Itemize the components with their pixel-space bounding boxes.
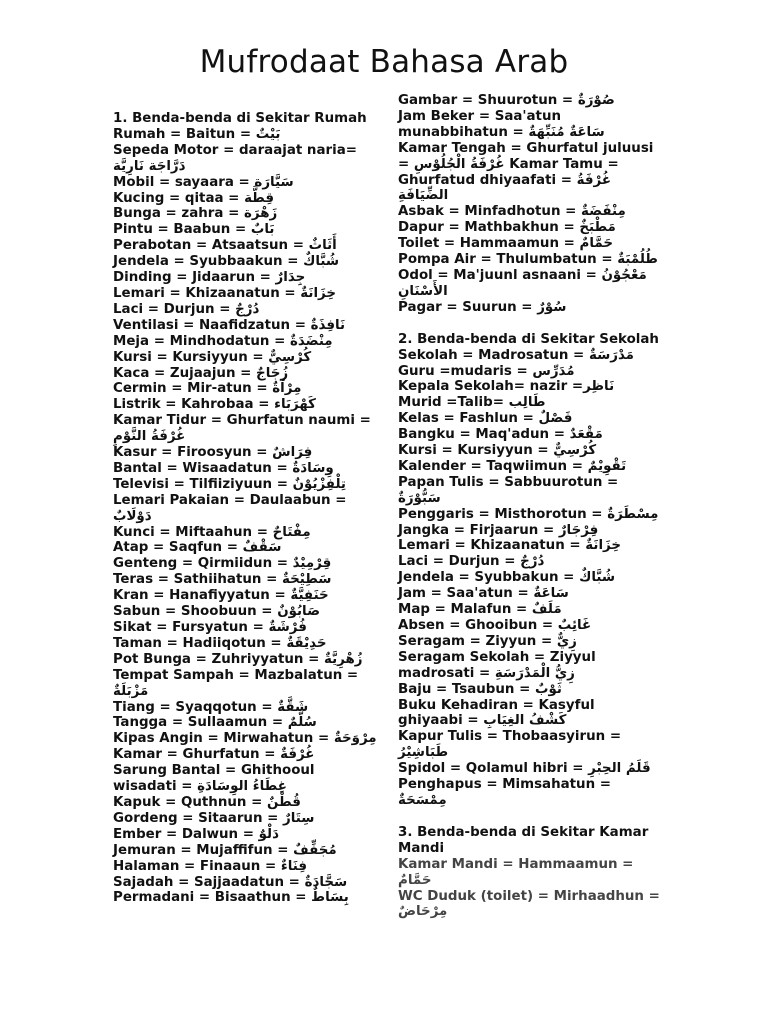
vocab-entry: Permadani = Bisaathun = بِسَاطٌ (113, 890, 349, 906)
vocab-entry: Papan Tulis = Sabbuurotun = سَبُّوْرَةٌ (398, 474, 619, 506)
vocab-entry: Mobil = sayaara = سَيَّارَة (113, 174, 294, 190)
vocab-entry: Televisi = Tilfiiziyuun = تِلْفِزْيُوْنٌ (113, 476, 346, 492)
vocab-entry: Absen = Ghooibun = غَائِبٌ (398, 618, 592, 633)
vocab-entry: Kamar Tidur = Ghurfatun naumi = غُرْفَةُ النَّوْمِ (113, 413, 371, 445)
vocab-entry: Taman = Hadiiqotun = حَدِيْقَةٌ (113, 635, 327, 651)
vocab-entry: Bantal = Wisaadatun = وِسَادَةٌ (113, 460, 334, 476)
vocab-entry: Laci = Durjun = دُرْجٌ (398, 554, 545, 570)
vocab-entry: Halaman = Finaaun = فِنَاءٌ (113, 858, 307, 874)
vocab-entry: Kaca = Zujaajun = زُجَاجٌ (113, 365, 289, 381)
vocab-entry: Penggaris = Misthorotun = مِسْطَرَةٌ (398, 506, 659, 522)
vocab-entry: Pot Bunga = Zuhriyyatun = زُهْرِيَّةٌ (113, 651, 363, 667)
vocab-entry: Kepala Sekolah= nazir =نَاظِر (398, 379, 615, 395)
vocab-entry: Tiang = Syaqqotun = شَقَّةٌ (113, 699, 309, 715)
vocab-entry: Listrik = Kahrobaa = كَهْرَبَاء (113, 397, 316, 413)
vocab-entry: Sekolah = Madrosatun = مَدْرَسَةٌ (398, 347, 634, 363)
vocab-entry: Meja = Mindhodatun = مِنْضَدَةٌ (113, 333, 333, 349)
vocab-entry: Pagar = Suurun = سُوْرٌ (398, 299, 567, 315)
vocab-entry: Kelas = Fashlun = فَصْلٌ (398, 411, 573, 427)
vocab-entry: Kapuk = Quthnun = قُطْنٌ (113, 794, 301, 810)
vocab-entry: Pintu = Baabun = بَابٌ (113, 222, 275, 238)
vocab-entry: Cermin = Mir-atun = مِرْآةٌ (113, 381, 302, 397)
vocab-entry: Kamar = Ghurfatun = غُرْفَةٌ (113, 747, 315, 763)
vocab-entry: Atap = Saqfun = سَقْفٌ (113, 540, 282, 556)
vocab-entry: WC Duduk (toilet) = Mirhaadhun = مِرْحَاضٌ (398, 888, 660, 920)
vocab-entry: Laci = Durjun = دُرْجٌ (113, 301, 260, 317)
vocab-entry: Sajadah = Sajjaadatun = سَجَّادَةٌ (113, 874, 348, 890)
section-heading: 3. Benda-benda di Sekitar Kamar Mandi (398, 824, 649, 856)
section-spacer (398, 809, 660, 825)
vocab-entry: Kursi = Kursiyyun = كُرْسِيٌّ (113, 349, 312, 365)
vocab-entry: Teras = Sathiihatun = سَطِيْحَةٌ (113, 572, 332, 588)
vocab-entry: Rumah = Baitun = بَيْتٌ (113, 126, 281, 142)
vocab-entry: Penghapus = Mimsahatun = مِمْسَحَةٌ (398, 777, 612, 808)
vocab-entry: Lemari = Khizaanatun = خِزَانَةٌ (113, 285, 337, 301)
vocab-entry: Dapur = Mathbakhun = مَطْبَخٌ (398, 220, 616, 236)
vocab-entry: Gordeng = Sitaarun = سِتَارٌ (113, 810, 315, 826)
vocab-entry: Odol = Ma'juunl asnaani = مَعْجُوْنُ الأَسْنَانِ (398, 267, 647, 299)
left-column (113, 111, 381, 906)
page-title: Mufrodaat Bahasa Arab (199, 44, 569, 80)
vocab-entry: Buku Kehadiran = Kasyful ghiyaabi = كَشْفُ الغِيَابِ (398, 697, 595, 729)
vocab-entry: Jendela = Syubbaakun = شُبَّاكٌ (113, 254, 340, 270)
vocab-entry: Gambar = Shuurotun = صُوْرَةٌ (398, 93, 615, 108)
vocab-entry: Jam Beker = Saa'atun munabbihatun = سَاعَةٌ مُنَبِّهَةٌ (398, 108, 605, 140)
vocab-entry: Genteng = Qirmiidun = قِرْمِيْدٌ (113, 556, 332, 572)
vocab-entry: Jangka = Firjaarun = فِرْجَارٌ (398, 522, 599, 538)
vocab-entry: Perabotan = Atsaatsun = أَثَاثٌ (113, 238, 337, 254)
vocab-entry: Kran = Hanafiyyatun = حَنَفِيَّةٌ (113, 588, 329, 604)
vocab-entry: Asbak = Minfadhotun = مِنْفَضَةٌ (398, 204, 626, 220)
vocab-entry: Jendela = Syubbakun = شُبَّاكٌ (398, 570, 615, 586)
vocab-entry: Tangga = Sullaamun = سُلَّمٌ (113, 715, 317, 731)
vocab-entry: Kursi = Kursiyyun = كُرْسِيٌّ (398, 443, 597, 459)
vocab-entry: Tempat Sampah = Mazbalatun = مَزْبَلَةٌ (113, 667, 359, 699)
vocab-entry: Ventilasi = Naafidzatun = نَافِذَةٌ (113, 317, 346, 333)
vocab-entry: Ember = Dalwun = دَلْوٌ (113, 826, 279, 842)
vocab-entry: Lemari = Khizaanatun = خِزَانَةٌ (398, 538, 622, 554)
vocab-entry: Lemari Pakaian = Daulaabun = دَوْلَابٌ (113, 492, 347, 524)
vocab-entry: Kamar Mandi = Hammaamun = حَمَّامٌ (398, 856, 634, 888)
vocab-entry: Kamar Tengah = Ghurfatul juluusi = غُرْفَةُ الْجُلُوْسِ Kamar Tamu = Ghurfatud dhiyaafati = غُرْفَةُ الضِّيَافَةِ (398, 140, 654, 204)
vocab-entry: Toilet = Hammaamun = حَمَّامٌ (398, 236, 614, 252)
vocab-entry: Baju = Tsaubun = ثَوْبٌ (398, 681, 562, 697)
section-spacer (398, 316, 660, 332)
vocab-entry: Spidol = Qolamul hibri = قَلَمُ الحِبْرِ (398, 761, 651, 777)
vocab-entry: Kucing = qitaa = قِطَّة (113, 190, 274, 206)
vocab-entry: Seragam Sekolah = Ziyyul madrosati = زِيُّ الْمَدْرَسَةِ (398, 649, 596, 681)
vocab-entry: Kalender = Taqwiimun = تَقْوِيْمٌ (398, 458, 627, 474)
vocab-entry: Kasur = Firoosyun = فِرَاشٌ (113, 445, 313, 461)
section-heading: 2. Benda-benda di Sekitar Sekolah (398, 331, 659, 347)
vocab-entry: Jam = Saa'atun = سَاعَةٌ (398, 586, 569, 602)
vocab-entry: Seragam = Ziyyun = زِيٌّ (398, 633, 577, 649)
right-column (398, 93, 660, 920)
vocab-entry: Dinding = Jidaarun = جِدَارٌ (113, 270, 306, 286)
vocab-entry: Bunga = zahra = زَهْرَة (113, 206, 278, 222)
vocab-entry: Kunci = Miftaahun = مِفْتَاحٌ (113, 524, 311, 540)
vocab-entry: Sabun = Shoobuun = صَابُوْنٌ (113, 604, 321, 620)
vocab-entry: Jemuran = Mujaffifun = مُجَفِّفٌ (113, 842, 337, 858)
vocab-entry: Sikat = Fursyatun = فُرْشَةٌ (113, 620, 307, 635)
section-heading: 1. Benda-benda di Sekitar Rumah (113, 111, 367, 126)
vocab-entry: Map = Malafun = مَلَفٌ (398, 602, 562, 618)
vocab-entry: Guru =mudaris = مُدَرِّس (398, 363, 575, 379)
vocab-entry: Sarung Bantal = Ghithooul wisadati = غِطَاءُ الوِسَادَةِ (113, 763, 315, 795)
vocab-entry: Bangku = Maq'adun = مَقْعَدٌ (398, 427, 603, 443)
vocab-entry: Kipas Angin = Mirwahatun = مِرْوَحَةٌ (113, 731, 377, 747)
vocab-entry: Murid =Talib= طَالِب (398, 395, 546, 411)
vocab-entry: Sepeda Motor = daraajat naria= دَرَّاجَة نَارِيَّة (113, 142, 357, 174)
vocab-entry: Kapur Tulis = Thobaasyirun = طَبَاشِيْرُ (398, 729, 622, 761)
vocab-entry: Pompa Air = Thulumbatun = طُلُمْبَةٌ (398, 252, 658, 268)
